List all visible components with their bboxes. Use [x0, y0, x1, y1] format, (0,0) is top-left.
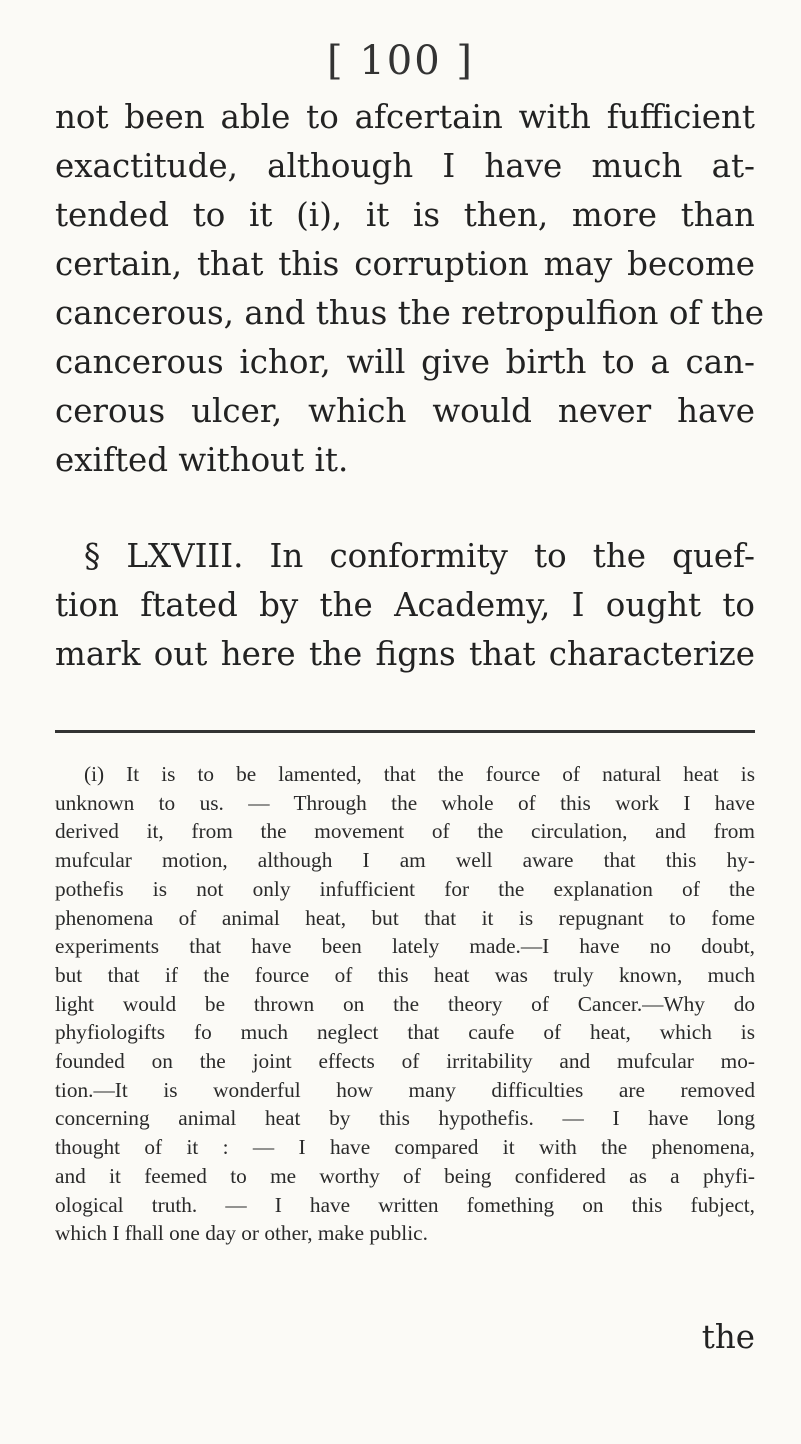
text-line: cerous ulcer, which would never have	[55, 392, 755, 430]
text-line: cancerous ichor, will give birth to a can-	[55, 343, 755, 381]
footnote-line: and it feemed to me worthy of being confidered as a phyfi-	[55, 1163, 755, 1188]
main-text	[55, 93, 764, 679]
footnote-line: ological truth. — I have written fomething on this fubject,	[55, 1192, 755, 1217]
text-line: exifted without it.	[55, 441, 349, 479]
footnote-line: tion.—It is wonderful how many difficulties are removed	[55, 1077, 755, 1102]
footnote-line: concerning animal heat by this hypothefis. — I have long	[55, 1106, 755, 1131]
text-line: mark out here the figns that characterize	[55, 635, 755, 673]
paragraph-1	[55, 93, 764, 485]
footnote-divider	[55, 730, 755, 733]
text-line: § LXVIII. In conformity to the quef-	[84, 537, 755, 575]
footnote-line: phyfiologifts fo much neglect that caufe of heat, which is	[55, 1020, 755, 1045]
footnote-line: thought of it : — I have compared it with the phenomena,	[55, 1135, 755, 1160]
footnote-line: experiments that have been lately made.—I have no doubt,	[55, 934, 755, 959]
text-line: tended to it (i), it is then, more than	[55, 196, 755, 234]
page-number: [ 100 ]	[327, 38, 474, 84]
text-line: cancerous, and thus the retropulfion of the	[55, 294, 764, 332]
footnote-line: which I fhall one day or other, make public.	[55, 1221, 428, 1246]
footnote-line: phenomena of animal heat, but that it is repugnant to fome	[55, 905, 755, 930]
footnote-line: light would be thrown on the theory of Cancer.—Why do	[55, 991, 755, 1016]
text-line: not been able to afcertain with fufficient	[55, 98, 755, 136]
footnote-line: but that if the fource of this heat was truly known, much	[55, 962, 755, 987]
paragraph-2	[55, 532, 755, 679]
text-line: certain, that this corruption may become	[55, 245, 755, 283]
footnote-line: pothefis is not only infufficient for the explanation of the	[55, 876, 755, 901]
footnote-line: (i) It is to be lamented, that the fource of natural heat is	[84, 762, 755, 786]
footnote-line: founded on the joint effects of irritability and mufcular mo-	[55, 1049, 755, 1074]
footnote-line: mufcular motion, although I am well aware that this hy-	[55, 848, 755, 873]
text-line: exactitude, although I have much at-	[55, 147, 755, 185]
text-line: tion ftated by the Academy, I ought to	[55, 586, 755, 624]
footnote-line: derived it, from the movement of the circulation, and from	[55, 819, 755, 844]
footnote-line: unknown to us. — Through the whole of this work I have	[55, 790, 755, 815]
footnote	[55, 760, 755, 1248]
catchword: the	[701, 1318, 755, 1356]
